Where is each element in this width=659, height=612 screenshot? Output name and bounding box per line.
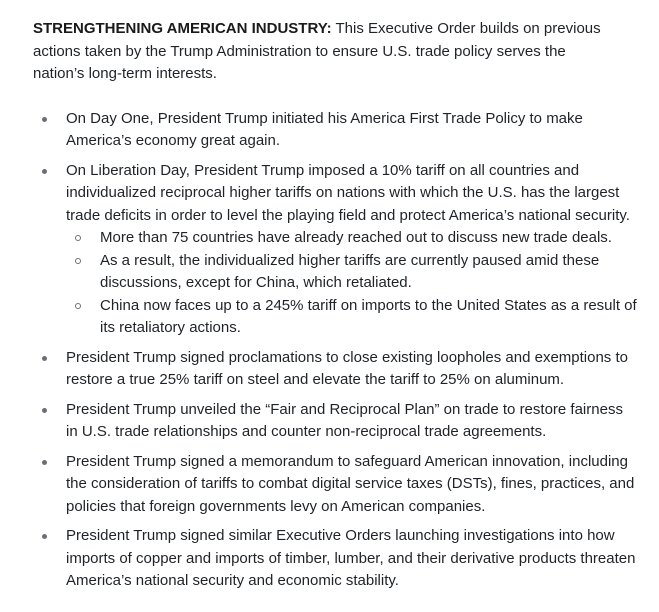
- sub-bullet-text: China now faces up to a 245% tariff on imports to the United States as a result of its retaliatory actions.: [100, 296, 637, 336]
- bullet-text: President Trump signed similar Executive Orders launching investigations into how imports of copper and imports of timber, lumber, and their derivative products threaten America’s national security and economic stability.: [66, 527, 636, 589]
- sub-bullet-text: More than 75 countries have already reached out to discuss new trade deals.: [100, 229, 612, 246]
- sub-bullet-item: [66, 227, 638, 250]
- bullet-item-memorandum: [33, 451, 638, 519]
- bullet-item-fair-reciprocal-plan: [33, 399, 638, 444]
- sub-bullet-circle-icon: [75, 303, 81, 309]
- bullet-dot-icon: [42, 408, 47, 413]
- bullet-dot-icon: [42, 460, 47, 465]
- bullet-dot-icon: [42, 117, 47, 122]
- sub-bullet-item: [66, 250, 638, 295]
- bullet-item-investigations: [33, 525, 638, 593]
- sub-bullet-text: As a result, the individualized higher tariffs are currently paused amid these discussions, except for China, which retaliated.: [100, 251, 600, 291]
- bullet-dot-icon: [42, 534, 47, 539]
- bullet-text: President Trump signed proclamations to close existing loopholes and exemptions to restore a true 25% tariff on steel and elevate the tariff to 25% on aluminum.: [66, 348, 628, 388]
- bullet-text: On Liberation Day, President Trump imposed a 10% tariff on all countries and individualized reciprocal higher tariffs on nations with which the U.S. has the largest trade deficits in order to level the playing field and protect America’s national security.: [66, 161, 630, 224]
- sub-bullet-item: [66, 295, 638, 340]
- bullet-text: On Day One, President Trump initiated his America First Trade Policy to make America’s economy great again.: [66, 109, 583, 149]
- sub-bullet-circle-icon: [75, 258, 81, 264]
- bullet-item-liberation-day: [33, 160, 638, 340]
- intro-heading: STRENGTHENING AMERICAN INDUSTRY:: [33, 20, 332, 37]
- bullet-item-day-one: [33, 108, 638, 153]
- sub-bullet-circle-icon: [75, 235, 81, 241]
- bullet-item-steel-aluminum: [33, 347, 638, 392]
- intro-text: This Executive Order builds on previous actions taken by the Trump Administration to ensure U.S. trade policy serves the nation’s long-term interests.: [33, 20, 601, 82]
- sub-bullet-list: [66, 227, 638, 340]
- bullet-dot-icon: [42, 169, 47, 174]
- bullet-text: President Trump unveiled the “Fair and Reciprocal Plan” on trade to restore fairness in U.S. trade relationships and counter non-reciprocal trade agreements.: [66, 400, 623, 440]
- bullet-text: President Trump signed a memorandum to safeguard American innovation, including the consideration of tariffs to combat digital service taxes (DSTs), fines, practices, and policies that foreign governments levy on American companies.: [66, 452, 635, 515]
- bullet-dot-icon: [42, 356, 47, 361]
- intro-paragraph: [33, 18, 618, 86]
- bullet-list: [33, 108, 637, 593]
